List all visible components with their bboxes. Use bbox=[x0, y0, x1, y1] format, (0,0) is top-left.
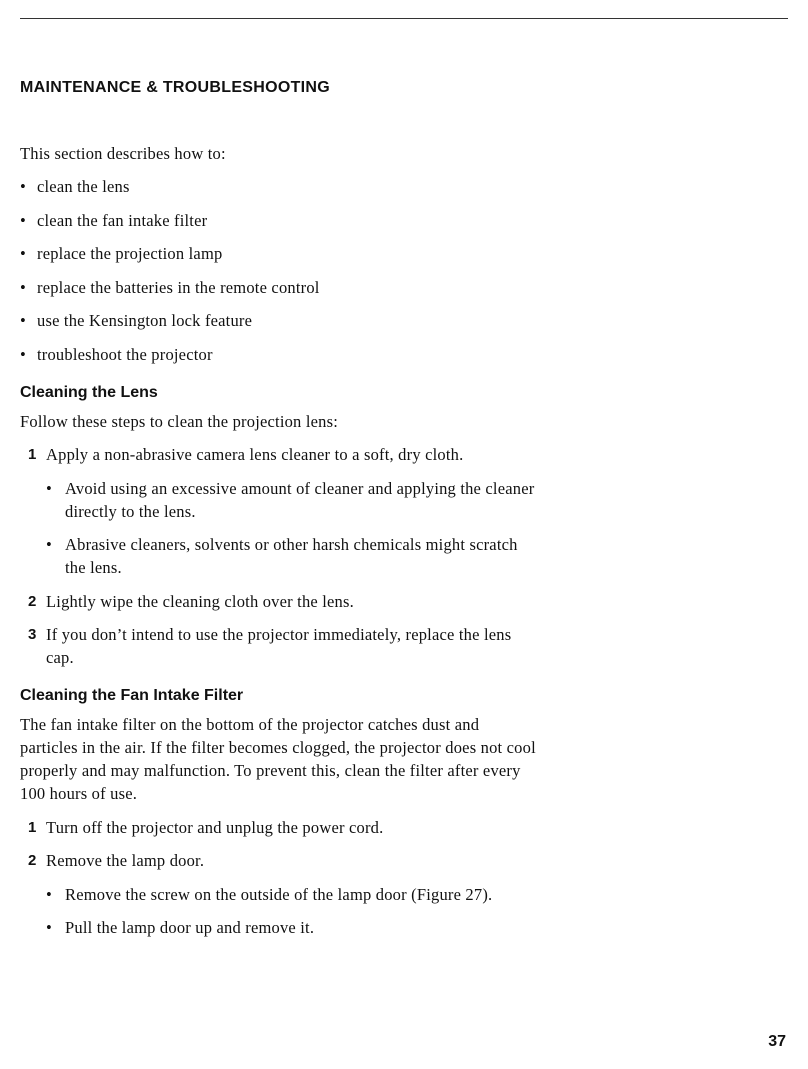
bullet-icon: • bbox=[46, 884, 52, 904]
section-title: MAINTENANCE & TROUBLESHOOTING bbox=[20, 79, 331, 96]
list-item-text: Avoid using an excessive amount of cleaner and applying the cleaner directly to the lens. bbox=[65, 478, 535, 521]
list-item-text: clean the fan intake filter bbox=[37, 210, 208, 230]
list-item bbox=[46, 916, 540, 939]
step-text: If you don’t intend to use the projector immediately, replace the lens cap. bbox=[46, 625, 512, 668]
header-rule bbox=[20, 18, 788, 19]
list-item bbox=[46, 533, 540, 579]
step-item bbox=[20, 590, 540, 613]
list-item-text: use the Kensington lock feature bbox=[37, 311, 253, 331]
bullet-icon: • bbox=[20, 344, 26, 364]
step-number: 2 bbox=[28, 592, 37, 610]
lens-heading: Cleaning the Lens bbox=[20, 383, 158, 401]
filter-steps bbox=[20, 816, 540, 940]
list-item bbox=[20, 343, 540, 366]
list-item-text: troubleshoot the projector bbox=[37, 344, 213, 364]
intro-text: This section describes how to: bbox=[20, 144, 226, 163]
bullet-icon: • bbox=[46, 478, 52, 498]
intro-bullet-list bbox=[20, 175, 540, 366]
filter-paragraph: The fan intake filter on the bottom of the projector catches dust and particles in the air. If the filter becomes clogged, the projector does not cool properly and may malfunction. To prevent this, clean the filter after every 100 hours of use. bbox=[20, 715, 536, 804]
list-item bbox=[20, 242, 540, 265]
lens-steps bbox=[20, 443, 540, 669]
step-bullet-list bbox=[46, 477, 540, 580]
step-text: Lightly wipe the cleaning cloth over the lens. bbox=[46, 591, 354, 611]
list-item bbox=[20, 309, 540, 332]
lens-intro: Follow these steps to clean the projection lens: bbox=[20, 411, 338, 431]
list-item bbox=[20, 276, 540, 299]
list-item-text: Abrasive cleaners, solvents or other harsh chemicals might scratch the lens. bbox=[65, 535, 518, 578]
step-text: Remove the lamp door. bbox=[46, 851, 205, 871]
bullet-icon: • bbox=[20, 210, 26, 230]
list-item-text: clean the lens bbox=[37, 177, 130, 196]
page-content bbox=[20, 76, 540, 939]
step-item bbox=[20, 849, 540, 939]
step-text: Apply a non-abrasive camera lens cleaner to a soft, dry cloth. bbox=[46, 445, 464, 465]
step-number: 1 bbox=[28, 818, 37, 836]
list-item bbox=[20, 175, 540, 198]
step-bullet-list bbox=[46, 883, 540, 940]
list-item bbox=[20, 209, 540, 232]
bullet-icon: • bbox=[46, 535, 52, 555]
bullet-icon: • bbox=[20, 311, 26, 331]
bullet-icon: • bbox=[20, 177, 26, 196]
page-number: 37 bbox=[768, 1033, 786, 1050]
step-number: 1 bbox=[28, 446, 37, 464]
step-item bbox=[20, 443, 540, 579]
list-item-text: Pull the lamp door up and remove it. bbox=[65, 918, 315, 938]
filter-heading: Cleaning the Fan Intake Filter bbox=[20, 687, 244, 705]
list-item bbox=[46, 883, 540, 906]
bullet-icon: • bbox=[20, 277, 26, 297]
bullet-icon: • bbox=[46, 918, 52, 938]
step-number: 3 bbox=[28, 626, 37, 644]
list-item bbox=[46, 477, 540, 523]
list-item-text: replace the projection lamp bbox=[37, 244, 223, 264]
list-item-text: Remove the screw on the outside of the lamp door (Figure 27). bbox=[65, 884, 493, 904]
step-item bbox=[20, 623, 540, 669]
bullet-icon: • bbox=[20, 244, 26, 264]
list-item-text: replace the batteries in the remote control bbox=[37, 277, 320, 297]
step-number: 2 bbox=[28, 852, 37, 870]
step-text: Turn off the projector and unplug the power cord. bbox=[46, 817, 384, 837]
step-item bbox=[20, 816, 540, 839]
